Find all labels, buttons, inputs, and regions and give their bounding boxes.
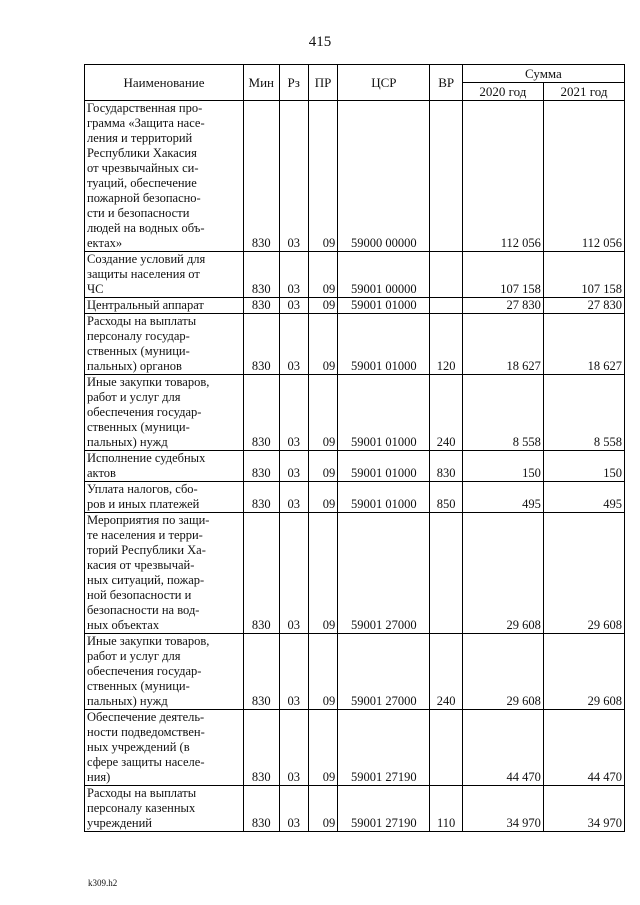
cell-rz: 03: [279, 375, 308, 451]
cell-rz: 03: [279, 513, 308, 634]
row-name-line: от чрезвычайных си-: [87, 161, 199, 175]
row-name-line: грамма «Защита насе-: [87, 116, 205, 130]
cell-min: 830: [244, 451, 279, 482]
row-name-line: ления и территорий: [87, 131, 193, 145]
row-name-line: ния): [87, 770, 111, 784]
page-number: 415: [308, 34, 332, 50]
cell-rz: 03: [279, 482, 308, 513]
row-name: [85, 252, 244, 298]
header-2020: 2020 год: [462, 83, 543, 101]
cell-csr: 59001 27000: [338, 634, 430, 710]
cell-pr: 09: [308, 513, 337, 634]
cell-vr: [430, 710, 462, 786]
table-row: [85, 314, 625, 375]
cell-min: 830: [244, 634, 279, 710]
row-name-line: обеспечения государ-: [87, 405, 202, 419]
cell-y2021: 495: [543, 482, 624, 513]
cell-pr: 09: [308, 710, 337, 786]
row-name-line: пальных) нужд: [87, 694, 168, 708]
table-row: [85, 786, 625, 832]
row-name-line: учреждений: [87, 816, 152, 830]
row-name-line: персоналу государ-: [87, 329, 190, 343]
cell-pr: 09: [308, 314, 337, 375]
cell-vr: [430, 513, 462, 634]
row-name-line: те населения и терри-: [87, 528, 203, 542]
row-name-line: людей на водных объ-: [87, 221, 205, 235]
row-name-line: Государственная про-: [87, 101, 203, 115]
row-name: [85, 710, 244, 786]
cell-rz: 03: [279, 786, 308, 832]
cell-rz: 03: [279, 101, 308, 252]
row-name-line: Создание условий для: [87, 252, 206, 266]
row-name: [85, 513, 244, 634]
cell-min: 830: [244, 298, 279, 314]
header-csr: ЦСР: [338, 65, 430, 101]
cell-vr: 110: [430, 786, 462, 832]
row-name-line: ности подведомствен-: [87, 725, 205, 739]
row-name-line: Мероприятия по защи-: [87, 513, 210, 527]
cell-csr: 59001 27000: [338, 513, 430, 634]
cell-y2021: 29 608: [543, 513, 624, 634]
row-name: [85, 375, 244, 451]
header-vr: ВР: [430, 65, 462, 101]
row-name-line: касия от чрезвычай-: [87, 558, 195, 572]
cell-y2020: 27 830: [462, 298, 543, 314]
row-name-line: Обеспечение деятель-: [87, 710, 205, 724]
cell-min: 830: [244, 314, 279, 375]
cell-pr: 09: [308, 298, 337, 314]
budget-table: [84, 64, 625, 832]
row-name-line: пальных) органов: [87, 359, 182, 373]
cell-csr: 59001 01000: [338, 451, 430, 482]
cell-y2021: 107 158: [543, 252, 624, 298]
table-row: [85, 513, 625, 634]
cell-vr: 830: [430, 451, 462, 482]
row-name-line: ственных (муници-: [87, 344, 190, 358]
cell-csr: 59001 27190: [338, 786, 430, 832]
cell-csr: 59001 01000: [338, 375, 430, 451]
row-name-line: туаций, обеспечение: [87, 176, 197, 190]
table-row: [85, 634, 625, 710]
row-name-line: Иные закупки товаров,: [87, 634, 210, 648]
cell-y2020: 18 627: [462, 314, 543, 375]
row-name-line: работ и услуг для: [87, 390, 181, 404]
cell-y2020: 34 970: [462, 786, 543, 832]
row-name-line: Исполнение судебных: [87, 451, 206, 465]
cell-y2021: 34 970: [543, 786, 624, 832]
row-name-line: Расходы на выплаты: [87, 786, 197, 800]
row-name: [85, 786, 244, 832]
cell-csr: 59001 00000: [338, 252, 430, 298]
row-name: [85, 482, 244, 513]
cell-csr: 59000 00000: [338, 101, 430, 252]
row-name-line: обеспечения государ-: [87, 664, 202, 678]
row-name-line: Расходы на выплаты: [87, 314, 197, 328]
cell-y2021: 44 470: [543, 710, 624, 786]
row-name-line: ных учреждений (в: [87, 740, 190, 754]
header-2021: 2021 год: [543, 83, 624, 101]
cell-vr: 240: [430, 375, 462, 451]
cell-min: 830: [244, 513, 279, 634]
header-sum: Сумма: [462, 65, 624, 83]
row-name-line: ной безопасности и: [87, 588, 192, 602]
cell-min: 830: [244, 482, 279, 513]
cell-vr: 240: [430, 634, 462, 710]
row-name-line: Уплата налогов, сбо-: [87, 482, 198, 496]
cell-vr: [430, 101, 462, 252]
row-name: [85, 298, 244, 314]
row-name-line: работ и услуг для: [87, 649, 181, 663]
row-name-line: персоналу казенных: [87, 801, 196, 815]
row-name-line: торий Республики Ха-: [87, 543, 206, 557]
cell-y2021: 112 056: [543, 101, 624, 252]
table-row: [85, 298, 625, 314]
cell-vr: [430, 252, 462, 298]
cell-min: 830: [244, 710, 279, 786]
cell-min: 830: [244, 101, 279, 252]
cell-pr: 09: [308, 451, 337, 482]
cell-csr: 59001 01000: [338, 482, 430, 513]
table-row: [85, 252, 625, 298]
cell-rz: 03: [279, 314, 308, 375]
table-row: [85, 375, 625, 451]
table-row: [85, 451, 625, 482]
cell-min: 830: [244, 786, 279, 832]
cell-pr: 09: [308, 482, 337, 513]
cell-rz: 03: [279, 298, 308, 314]
cell-vr: [430, 298, 462, 314]
row-name: [85, 314, 244, 375]
row-name-line: безопасности на вод-: [87, 603, 200, 617]
cell-y2020: 29 608: [462, 634, 543, 710]
row-name: [85, 451, 244, 482]
cell-min: 830: [244, 252, 279, 298]
cell-y2021: 27 830: [543, 298, 624, 314]
cell-y2021: 18 627: [543, 314, 624, 375]
row-name-line: пальных) нужд: [87, 435, 168, 449]
cell-y2021: 150: [543, 451, 624, 482]
row-name-line: ных объектах: [87, 618, 160, 632]
cell-rz: 03: [279, 710, 308, 786]
row-name-line: ектах»: [87, 236, 123, 250]
row-name-line: ственных (муници-: [87, 679, 190, 693]
table-row: [85, 710, 625, 786]
cell-vr: 850: [430, 482, 462, 513]
row-name-line: Иные закупки товаров,: [87, 375, 210, 389]
cell-rz: 03: [279, 252, 308, 298]
cell-pr: 09: [308, 375, 337, 451]
header-pr: ПР: [308, 65, 337, 101]
cell-min: 830: [244, 375, 279, 451]
row-name: [85, 101, 244, 252]
cell-y2020: 150: [462, 451, 543, 482]
row-name-line: сфере защиты населе-: [87, 755, 205, 769]
row-name-line: пожарной безопасно-: [87, 191, 201, 205]
row-name-line: ственных (муници-: [87, 420, 190, 434]
header-rz: Рз: [279, 65, 308, 101]
cell-pr: 09: [308, 786, 337, 832]
row-name: [85, 634, 244, 710]
cell-y2020: 8 558: [462, 375, 543, 451]
header-min: Мин: [244, 65, 279, 101]
row-name-line: ных ситуаций, пожар-: [87, 573, 205, 587]
cell-y2020: 44 470: [462, 710, 543, 786]
footer-code: k309.h2: [88, 878, 118, 888]
row-name-line: ЧС: [87, 282, 104, 296]
cell-y2021: 8 558: [543, 375, 624, 451]
cell-csr: 59001 01000: [338, 298, 430, 314]
cell-pr: 09: [308, 634, 337, 710]
row-name-line: защиты населения от: [87, 267, 200, 281]
cell-y2021: 29 608: [543, 634, 624, 710]
cell-csr: 59001 27190: [338, 710, 430, 786]
cell-csr: 59001 01000: [338, 314, 430, 375]
cell-rz: 03: [279, 451, 308, 482]
row-name-line: сти и безопасности: [87, 206, 190, 220]
row-name-line: ров и иных платежей: [87, 497, 200, 511]
header-name: Наименование: [85, 65, 244, 101]
cell-rz: 03: [279, 634, 308, 710]
cell-y2020: 112 056: [462, 101, 543, 252]
table-body: [85, 101, 625, 832]
row-name-line: актов: [87, 466, 116, 480]
cell-pr: 09: [308, 252, 337, 298]
cell-y2020: 495: [462, 482, 543, 513]
row-name-line: Республики Хакасия: [87, 146, 197, 160]
cell-vr: 120: [430, 314, 462, 375]
table-row: [85, 482, 625, 513]
cell-y2020: 107 158: [462, 252, 543, 298]
table-row: [85, 101, 625, 252]
cell-pr: 09: [308, 101, 337, 252]
row-name-line: Центральный аппарат: [87, 298, 204, 312]
cell-y2020: 29 608: [462, 513, 543, 634]
